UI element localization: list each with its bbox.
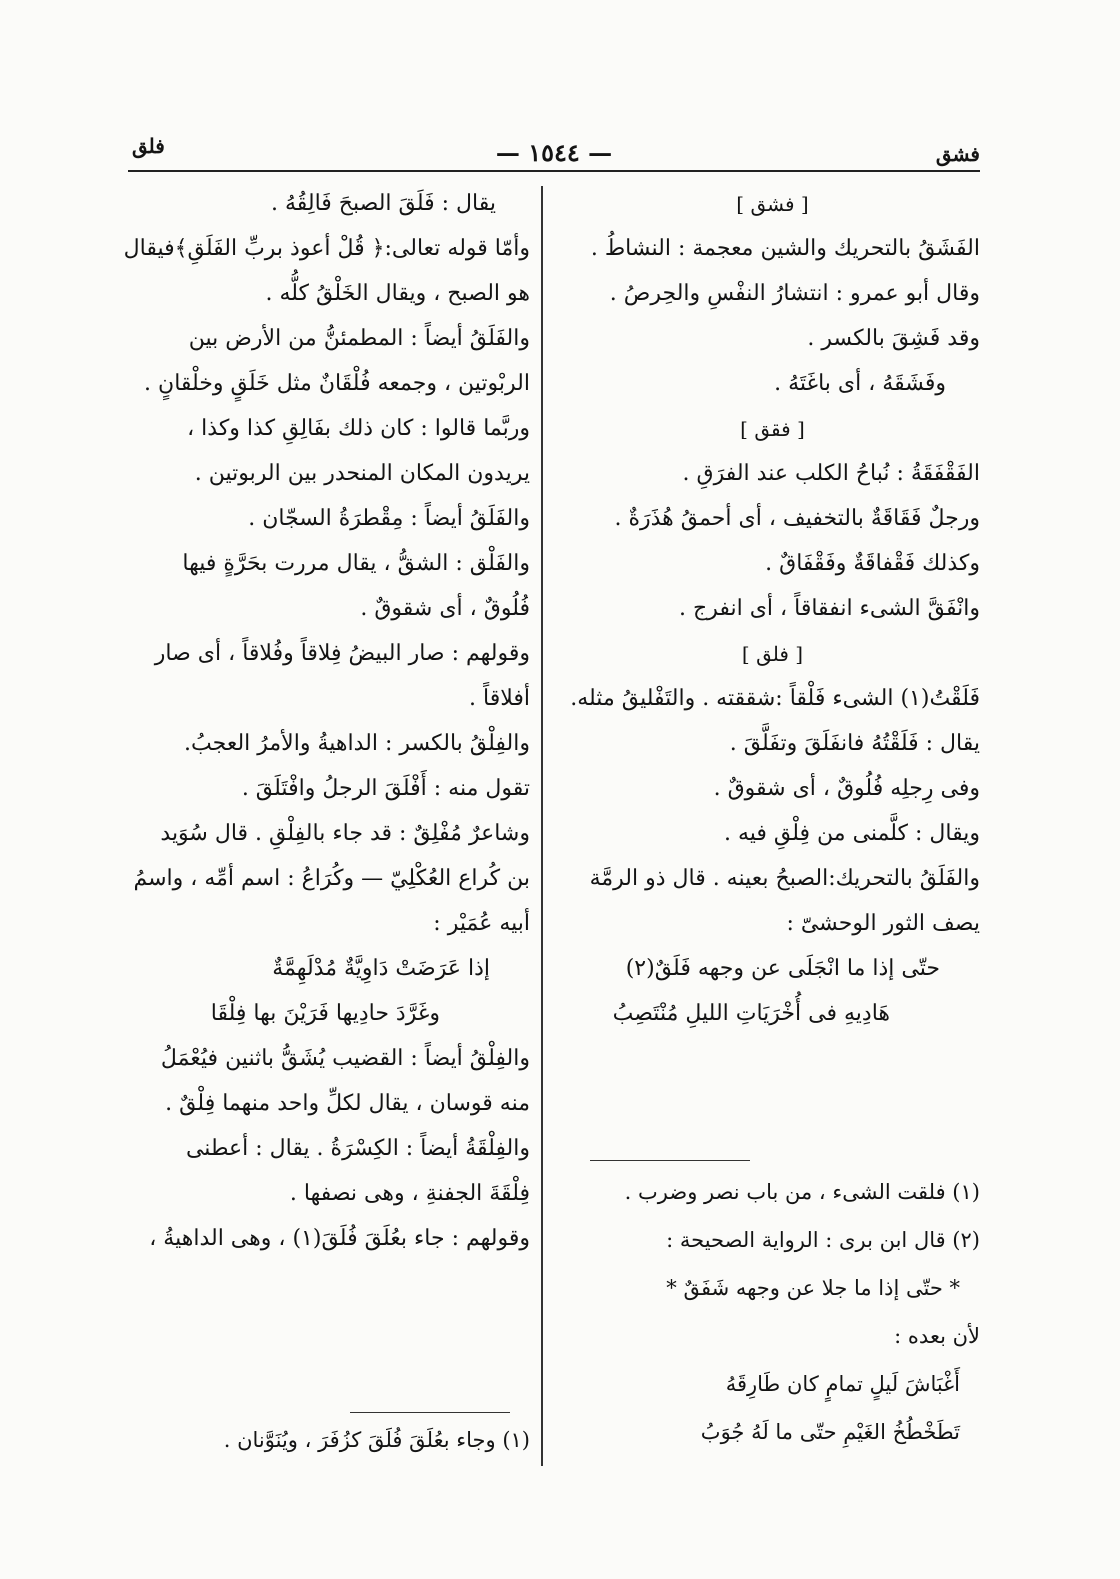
entry-line: فَلَقْتُ(١) الشىء فَلْقاً :شققته . والتَفْليقُ مثله. [570, 686, 980, 711]
entry-line: وقد فَشِقَ بالكسر . [807, 326, 980, 351]
footnotes-right [570, 1170, 980, 1458]
footnote-verse: تَطَخْطُخُ الغَيْمِ حتّى ما لَهُ جُوَبُ [700, 1420, 960, 1444]
footnote: (٢) قال ابن برى : الرواية الصحيحة : [666, 1228, 980, 1252]
column-divider [541, 186, 543, 1466]
footnotes-left [110, 1418, 530, 1466]
entry-line: يقال : فَلَقْتُهُ فانفَلَقَ وتفَلَّقَ . [729, 731, 980, 756]
entry-line: يريدون المكان المنحدر بين الربوتين . [194, 461, 530, 486]
footnote-rule [350, 1412, 510, 1413]
entry-line: تقول منه : أَفْلَقَ الرجلُ وافْتَلَقَ . [241, 776, 530, 801]
entry-line: والفَلَقُ أيضاً : المطمئنُّ من الأرض بين [188, 326, 530, 351]
entry-line: وفى رِجلِه فُلُوقٌ ، أى شقوقٌ . [713, 776, 980, 801]
entry-line: ويقال : كلَّمنى من فِلْقِ فيه . [723, 821, 980, 846]
poem-verse: وغَرَّدَ حادِيها فَرَيْنَ بها فِلْقَا [210, 1001, 440, 1026]
entry-line: والفَلْق : الشقُّ ، يقال مررت بحَرَّةٍ فيها [182, 551, 530, 576]
entry-line: بن كُراع العُكْلِيّ — وكُرَاعُ : اسم أمِّه ، واسمُ [133, 866, 530, 891]
entry-line: فُلُوقٌ ، أى شقوقٌ . [360, 596, 530, 621]
entry-line: والفَلَقُ أيضاً : مِقْطرَةُ السجّان . [248, 506, 530, 531]
entry-line: وقولهم : جاء بعُلَقَ فُلَقَ(١) ، وهى الداهيةُ ، [149, 1226, 530, 1251]
entry-line: هو الصبح ، ويقال الخَلْقُ كلُّه . [265, 281, 530, 306]
section-head-faqaq: [ فقق ] [740, 417, 805, 441]
entry-line: والفِلْقُ أيضاً : القضيب يُشَقُّ باثنين فيُعْمَلُ [160, 1046, 530, 1071]
entry-line: يقال : فَلَقَ الصبحَ فَالِقُهُ . [270, 191, 496, 216]
page-number: — ١٥٤٤ — [495, 138, 613, 167]
poem-verse: هَادِيهِ فى أُخْرَيَاتِ الليلِ مُنْتَصِبُ [612, 1001, 890, 1026]
header-root-left: فلق [132, 134, 165, 158]
entry-line: منه قوسان ، يقال لكلِّ واحد منهما فِلْقٌ . [165, 1091, 530, 1116]
right-column [565, 184, 980, 1039]
footnote-rule [590, 1160, 750, 1161]
entry-line: وفَشَقَهُ ، أى باغَتَهُ . [774, 371, 946, 396]
footnote-verse: * حتّى إذا ما جلا عن وجهه شَفَقٌ * [666, 1276, 960, 1300]
entry-line: أبيه عُمَيْر : [433, 911, 530, 936]
section-head-falaq: [ فلق ] [741, 642, 804, 666]
footnote-verse: أَغْبَاشَ لَيلٍ تمامٍ كان طَارِقَهُ [725, 1372, 960, 1396]
entry-line: والفِلْقَةُ أيضاً : الكِسْرَةُ . يقال : أعطنى [185, 1136, 530, 1161]
entry-line: والفِلْقُ بالكسر : الداهيةُ والأمرُ العجبُ. [184, 731, 530, 756]
footnote: (١) وجاء بعُلَقَ فُلَقَ كزُفَرَ ، ويُنَوَّنان . [223, 1428, 530, 1452]
entry-line: وقال أبو عمرو : انتشارُ النفْسِ والحِرصُ . [609, 281, 980, 306]
entry-line: الفَشَقُ بالتحريك والشين معجمة : النشاطُ . [590, 236, 980, 261]
entry-line: وانْفَقَّ الشىء انفقاقاً ، أى انفرج . [679, 596, 980, 621]
entry-line: وشاعرٌ مُفْلِقٌ : قد جاء بالفِلْقِ . قال سُوَيد [160, 821, 530, 846]
page-header [128, 134, 980, 174]
poem-verse: إذا عَرَضَتْ دَاوِيَّةٌ مُدْلَهِمَّةٌ [272, 956, 490, 981]
poem-verse: حتّى إذا ما انْجَلَى عن وجهه فَلَقٌ(٢) [625, 956, 940, 981]
entry-line: وكذلك فَقْفاقَةٌ وفَقْفَاقٌ . [765, 551, 980, 576]
header-rule [128, 170, 980, 172]
entry-line: ورجلٌ فَقَاقَةٌ بالتخفيف ، أى أحمقُ هُذَرَةٌ . [614, 506, 980, 531]
footnote: (١) فلقت الشىء ، من باب نصر وضرب . [624, 1180, 980, 1204]
entry-line: أفلاقاً . [469, 686, 530, 711]
entry-line: يصف الثور الوحشىّ : [786, 911, 980, 936]
section-head-fashaq: [ فشق ] [736, 192, 809, 216]
entry-line: فِلْقَةَ الجفنةِ ، وهى نصفها . [289, 1181, 530, 1206]
entry-line: الربْوتين ، وجمعه فُلْقَانٌ مثل خَلَقٍ وخلْقانٍ . [144, 371, 530, 396]
header-root-right: فشق [935, 142, 980, 166]
left-column [110, 184, 530, 1264]
footnote: لأن بعده : [894, 1324, 980, 1348]
entry-line: وربَّما قالوا : كان ذلك بفَالِقِ كذا وكذا ، [187, 416, 530, 441]
entry-line: وقولهم : صار البيضُ فِلاقاً وفُلاقاً ، أى صار [154, 641, 530, 666]
entry-line: وأمّا قوله تعالى:﴿ قُلْ أعوذ بربِّ الفَلَقِ﴾فيقال [123, 236, 530, 261]
entry-line: الفَقْفَقَةُ : نُباحُ الكلب عند الفرَقِ . [682, 461, 980, 486]
entry-line: والفَلَقُ بالتحريك:الصبحُ بعينه . قال ذو الرمَّة [589, 866, 980, 891]
